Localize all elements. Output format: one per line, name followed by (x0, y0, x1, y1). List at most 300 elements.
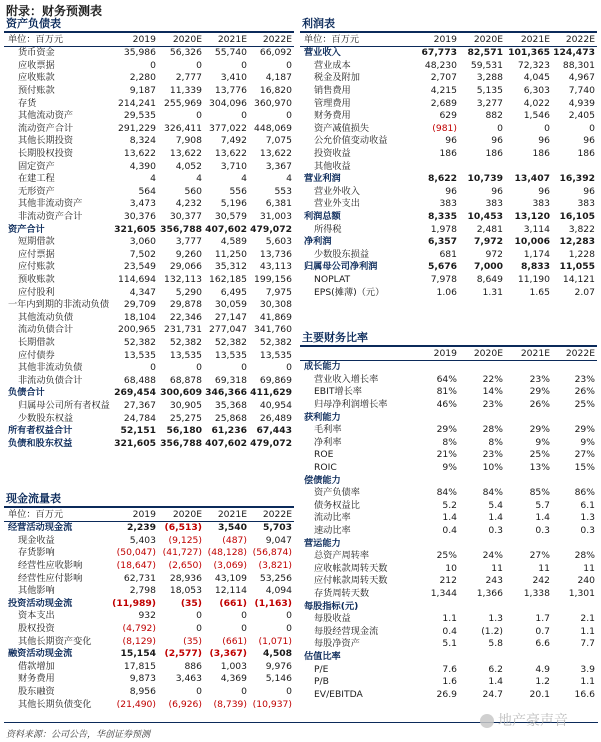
cell-value: 96 (445, 135, 457, 147)
table-header-row (4, 508, 294, 522)
cell-value (505, 537, 552, 550)
row-label: 其他流动资产 (18, 110, 74, 122)
cell-value: (3,821) (258, 560, 292, 572)
row-label: 负债和股东权益 (8, 437, 73, 449)
cell-value: 1.2 (535, 676, 550, 688)
row-label: 非流动负债合计 (18, 374, 83, 386)
cell-value: 1,344 (430, 587, 457, 599)
cell-value: 1.4 (488, 676, 503, 688)
cell-value: 1,366 (476, 587, 503, 599)
cell-value: 10,006 (514, 236, 550, 248)
cell-value: 24,784 (123, 412, 156, 424)
cell-value: 3,277 (476, 97, 503, 109)
table-row (300, 85, 597, 98)
cell-value: (10,937) (252, 698, 292, 710)
cell-value: 23% (529, 373, 550, 385)
cell-value: (981) (432, 122, 457, 134)
cell-value: 0 (241, 623, 247, 635)
cell-value: 5,196 (220, 198, 247, 210)
table-row (300, 198, 597, 211)
cell-value: 132,113 (164, 273, 202, 285)
cell-value: 0.3 (535, 525, 550, 537)
cell-value: 411,629 (250, 387, 292, 399)
cell-value: 9,047 (265, 534, 292, 546)
cell-value: 4 (150, 173, 156, 185)
table-row (300, 261, 597, 274)
cell-value: 1.4 (535, 512, 550, 524)
cell-value: 61,236 (211, 425, 247, 437)
row-label: NOPLAT (314, 273, 351, 285)
cell-value: 26% (574, 386, 595, 398)
cell-value: 4,939 (568, 97, 595, 109)
cell-value: 0 (544, 122, 550, 134)
cell-value: 629 (439, 110, 457, 122)
row-label: 营业外收入 (314, 185, 360, 197)
row-label: EPS(摊薄)（元） (314, 286, 385, 298)
row-label: 经营性应付影响 (18, 572, 83, 584)
table-row (4, 337, 294, 350)
table-row (4, 698, 294, 711)
table-row (300, 110, 597, 123)
ratios-panel (300, 330, 597, 701)
cell-value: 4,187 (265, 72, 292, 84)
cell-value: 4.9 (535, 663, 550, 675)
table-row (300, 286, 597, 299)
cell-value: 11,190 (517, 273, 550, 285)
row-label: 营业收入增长率 (314, 373, 379, 385)
cell-value: 28,936 (169, 572, 202, 584)
cell-value: 1,228 (568, 248, 595, 260)
table-row (300, 500, 597, 513)
cell-value: 3,060 (129, 236, 156, 248)
cell-value: 52,151 (120, 425, 156, 437)
row-label: 流动负债合计 (18, 324, 74, 336)
cell-value (413, 537, 459, 550)
cell-value: 0 (196, 110, 202, 122)
cell-value: 1,301 (568, 587, 595, 599)
cell-value: 7.7 (580, 638, 595, 650)
cell-value: 30,377 (169, 211, 202, 223)
cell-value: 10% (482, 462, 503, 474)
cell-value: 0 (150, 59, 156, 71)
cell-value: 9,260 (175, 248, 202, 260)
cell-value: 0.4 (442, 525, 457, 537)
cell-value (505, 160, 552, 173)
cell-value: 35,986 (123, 47, 156, 59)
table-row (4, 148, 294, 161)
cell-value: 4,232 (175, 198, 202, 210)
table-row (300, 537, 597, 550)
cell-value: 7,502 (129, 248, 156, 260)
row-label: 少数股东权益 (18, 412, 74, 424)
cell-value: 55,740 (214, 47, 247, 59)
cell-value: 25% (529, 449, 550, 461)
cell-value: 62,731 (123, 572, 156, 584)
table-row (4, 97, 294, 110)
cell-value: 0 (286, 59, 292, 71)
table-row (300, 47, 597, 60)
cell-value: 96 (445, 185, 457, 197)
cell-value: 186 (577, 148, 595, 160)
cell-value: 6,303 (523, 85, 550, 97)
row-label: 应付股利 (18, 286, 55, 298)
cashflow-panel (4, 491, 294, 711)
cell-value: 1,003 (220, 660, 247, 672)
cell-value: 23% (574, 373, 595, 385)
cell-value: 3,114 (523, 223, 550, 235)
cell-value: 30,376 (123, 211, 156, 223)
table-row (300, 361, 597, 374)
wechat-icon (480, 714, 494, 728)
cell-value: 43,109 (214, 572, 247, 584)
cell-value: 3,777 (175, 236, 202, 248)
table-row (300, 60, 597, 73)
table-row (300, 424, 597, 437)
cell-value: 29,878 (169, 299, 202, 311)
row-label: 财务费用 (314, 110, 351, 122)
cell-value: 29% (436, 424, 457, 436)
cell-value (459, 600, 505, 613)
row-label: 总资产周转率 (314, 550, 370, 562)
cell-value: 3,410 (220, 72, 247, 84)
cell-value: 29,535 (123, 110, 156, 122)
cell-value (505, 474, 552, 487)
cell-value: 66,092 (259, 47, 292, 59)
cell-value: 4,045 (523, 72, 550, 84)
cell-value: 5.7 (535, 499, 550, 511)
cashflow-table (4, 508, 294, 711)
table-row (4, 324, 294, 337)
cell-value: 2,481 (476, 223, 503, 235)
cell-value: 11 (538, 562, 550, 574)
table-row (300, 663, 597, 676)
cell-value: 84% (482, 487, 503, 499)
cell-value: 932 (138, 610, 156, 622)
cell-value: 4 (286, 173, 292, 185)
cell-value (552, 474, 597, 487)
cell-value: 291,229 (118, 122, 156, 134)
cell-value: 300,609 (160, 387, 202, 399)
cell-value: (11,989) (112, 597, 156, 609)
row-label: 流动资产合计 (18, 122, 74, 134)
cell-value: 4,022 (523, 97, 550, 109)
cell-value: 96 (583, 135, 595, 147)
cell-value: 1,546 (523, 110, 550, 122)
cell-value: (9,125) (168, 534, 202, 546)
row-label: 资本支出 (18, 610, 55, 622)
table-row (300, 588, 597, 601)
table-row (300, 575, 597, 588)
column-header-unit (300, 347, 413, 361)
cell-value: 30,059 (214, 299, 247, 311)
cell-value: 0 (286, 623, 292, 635)
cell-value: 0 (241, 362, 247, 374)
cell-value: 479,072 (250, 223, 292, 235)
cell-value: 8,956 (129, 686, 156, 698)
table-row (300, 211, 597, 224)
cell-value: 383 (577, 198, 595, 210)
cell-value: 6,495 (220, 286, 247, 298)
cell-value: (1.2) (481, 625, 503, 637)
cell-value: 69,869 (259, 374, 292, 386)
cell-value: 0 (286, 110, 292, 122)
cell-value: 0 (286, 610, 292, 622)
cell-value: (8,739) (213, 698, 247, 710)
row-label: P/B (314, 676, 329, 688)
cell-value: 96 (538, 185, 550, 197)
cell-value: 681 (439, 248, 457, 260)
column-header-year: 2022E (552, 347, 597, 361)
row-label: 股权投资 (18, 623, 55, 635)
cell-value: 10,739 (467, 173, 503, 185)
cell-value: 5,676 (427, 261, 457, 273)
cell-value: (661) (219, 597, 247, 609)
cell-value: 341,760 (254, 324, 292, 336)
cell-value: 2.1 (580, 613, 595, 625)
table-row (4, 286, 294, 299)
cell-value: 1,338 (523, 587, 550, 599)
table-row (4, 623, 294, 636)
cell-value: 2,689 (430, 97, 457, 109)
cell-value: 321,605 (114, 437, 156, 449)
cell-value: 13,535 (123, 349, 156, 361)
cell-value: 26,489 (259, 412, 292, 424)
table-row (4, 47, 294, 60)
cell-value: 9,187 (129, 85, 156, 97)
table-row (4, 186, 294, 199)
cell-value (459, 651, 505, 664)
cell-value: 1.1 (442, 613, 457, 625)
cell-value: 0 (196, 686, 202, 698)
column-header-year: 2019 (413, 347, 459, 361)
cell-value: 6.6 (535, 638, 550, 650)
table-row (4, 522, 294, 535)
cell-value: 553 (274, 185, 292, 197)
balance-sheet-panel (4, 16, 294, 450)
cell-value: 9,873 (129, 673, 156, 685)
table-row (4, 274, 294, 287)
cell-value: 383 (439, 198, 457, 210)
cell-value: 882 (485, 110, 503, 122)
row-label: 营业成本 (314, 59, 351, 71)
row-label: 固定资产 (18, 160, 55, 172)
cell-value: 56,326 (169, 47, 202, 59)
table-row (4, 349, 294, 362)
row-label: 营业收入 (304, 47, 341, 59)
cell-value: 11,339 (169, 85, 202, 97)
cell-value: 11,055 (559, 261, 595, 273)
cell-value: 27% (574, 449, 595, 461)
cell-value: 269,454 (114, 387, 156, 399)
cell-value: 27,147 (214, 311, 247, 323)
cell-value: 1.3 (580, 512, 595, 524)
row-label: 债务权益比 (314, 499, 360, 511)
cell-value: 4,589 (220, 236, 247, 248)
cell-value (459, 361, 505, 374)
cell-value: (21,490) (116, 698, 156, 710)
table-row (4, 547, 294, 560)
row-label: 其他长期投资 (18, 135, 74, 147)
cell-value: 86% (574, 487, 595, 499)
cell-value: 326,411 (164, 122, 202, 134)
table-row (4, 211, 294, 224)
cell-value: 30,905 (169, 399, 202, 411)
row-label: 短期借款 (18, 236, 55, 248)
cell-value: 1.65 (529, 286, 550, 298)
cell-value: 4,967 (568, 72, 595, 84)
cell-value (459, 160, 505, 173)
cell-value (505, 361, 552, 374)
row-label: 营业外支出 (314, 198, 360, 210)
cell-value: 25,868 (214, 412, 247, 424)
cell-value (413, 411, 459, 424)
cell-value: 11 (583, 562, 595, 574)
row-label: 归属母公司所有者权益 (18, 399, 110, 411)
page-title: 附录：财务预测表 (6, 4, 103, 18)
cell-value: 10 (445, 562, 457, 574)
row-label: 毛利率 (314, 424, 342, 436)
cell-value: 16.6 (574, 688, 595, 700)
table-row (300, 399, 597, 412)
table-row (4, 425, 294, 438)
row-label: 每股收益 (314, 613, 351, 625)
cell-value: 85% (529, 487, 550, 499)
cell-value: 5,703 (262, 522, 292, 534)
cell-value: 124,473 (553, 47, 595, 59)
cell-value: 17,815 (123, 660, 156, 672)
row-label: 应收帐款周转天数 (314, 562, 388, 574)
cell-value: 31,003 (259, 211, 292, 223)
income-statement-title: 利润表 (300, 16, 597, 33)
cell-value: 67,773 (421, 47, 457, 59)
cell-value: 360,970 (254, 97, 292, 109)
cell-value: 448,069 (254, 122, 292, 134)
cell-value: 3,710 (220, 160, 247, 172)
cell-value: 240 (577, 575, 595, 587)
cell-value: 18,053 (169, 585, 202, 597)
cell-value: 13% (529, 462, 550, 474)
cell-value: 7,075 (265, 135, 292, 147)
cell-value: (1,163) (254, 597, 292, 609)
table-row (4, 673, 294, 686)
cell-value: 243 (485, 575, 503, 587)
row-label: 借款增加 (18, 660, 55, 672)
cell-value: 1.31 (482, 286, 503, 298)
table-row (4, 173, 294, 186)
cell-value: 3,540 (217, 522, 247, 534)
cell-value: 0 (241, 110, 247, 122)
cell-value: 6.2 (488, 663, 503, 675)
table-row (4, 110, 294, 123)
row-label: 每股净资产 (314, 638, 360, 650)
row-label: 存货 (18, 97, 37, 109)
balance-sheet-table (4, 33, 294, 450)
cell-value: 29% (574, 424, 595, 436)
cell-value (505, 651, 552, 664)
table-row (300, 449, 597, 462)
row-label: 资产减值损失 (314, 122, 370, 134)
cell-value: 560 (184, 185, 202, 197)
row-label: 应付账款 (18, 261, 55, 273)
cell-value: 231,731 (164, 324, 202, 336)
cell-value: 5,290 (175, 286, 202, 298)
table-row (4, 85, 294, 98)
cell-value: 7,740 (568, 85, 595, 97)
row-label: 归母净利润增长率 (314, 399, 388, 411)
cell-value: 25% (574, 399, 595, 411)
cell-value: 1.7 (535, 613, 550, 625)
cell-value: 9% (535, 436, 550, 448)
cell-value: 68,878 (169, 374, 202, 386)
cell-value: (18,647) (116, 560, 156, 572)
cell-value: 0 (196, 362, 202, 374)
table-row (4, 648, 294, 661)
column-header-unit: 单位：百万元 (4, 33, 112, 47)
table-row (4, 437, 294, 450)
cell-value: 8% (488, 436, 503, 448)
cell-value: 22% (482, 373, 503, 385)
table-row (300, 386, 597, 399)
cell-value: 2.07 (574, 286, 595, 298)
row-label: 货币资金 (18, 47, 55, 59)
row-label: 应付债券 (18, 349, 55, 361)
table-row (300, 676, 597, 689)
cell-value: 2,707 (430, 72, 457, 84)
cell-value: (35) (180, 597, 202, 609)
row-label: P/E (314, 663, 329, 675)
column-header-year: 2021E (505, 33, 552, 47)
row-label: 其他影响 (18, 585, 55, 597)
table-row (300, 274, 597, 287)
table-row (4, 387, 294, 400)
row-label: 预收账款 (18, 273, 55, 285)
row-label: ROIC (314, 462, 337, 474)
table-row (4, 72, 294, 85)
cell-value (505, 600, 552, 613)
cell-value: 556 (229, 185, 247, 197)
cell-value: 52,382 (214, 336, 247, 348)
row-label: 获利能力 (304, 411, 341, 423)
cell-value: 68,488 (123, 374, 156, 386)
cell-value: 10,453 (467, 211, 503, 223)
column-header-year: 2022E (552, 33, 597, 47)
cell-value: 30,308 (259, 299, 292, 311)
table-row (300, 563, 597, 576)
cell-value: 52,382 (123, 336, 156, 348)
cell-value: 25,275 (169, 412, 202, 424)
cell-value: 27% (529, 550, 550, 562)
row-label: ROE (314, 449, 334, 461)
row-label: EV/EBITDA (314, 688, 363, 700)
column-header-year: 2019 (112, 508, 158, 522)
table-row (300, 223, 597, 236)
cell-value: 23,549 (123, 261, 156, 273)
cell-value (413, 651, 459, 664)
cell-value: 0 (241, 59, 247, 71)
cell-value: 1.6 (442, 676, 457, 688)
row-label: 归属母公司净利润 (304, 261, 378, 273)
cell-value: 13,535 (214, 349, 247, 361)
cell-value: 277,047 (209, 324, 247, 336)
column-header-year: 2020E (158, 33, 204, 47)
row-label: EBIT增长率 (314, 386, 362, 398)
row-label: 经营活动现金流 (8, 522, 73, 534)
cell-value (552, 160, 597, 173)
cell-value (459, 474, 505, 487)
cell-value: 2,405 (568, 110, 595, 122)
cell-value (552, 651, 597, 664)
row-label: 长期借款 (18, 336, 55, 348)
